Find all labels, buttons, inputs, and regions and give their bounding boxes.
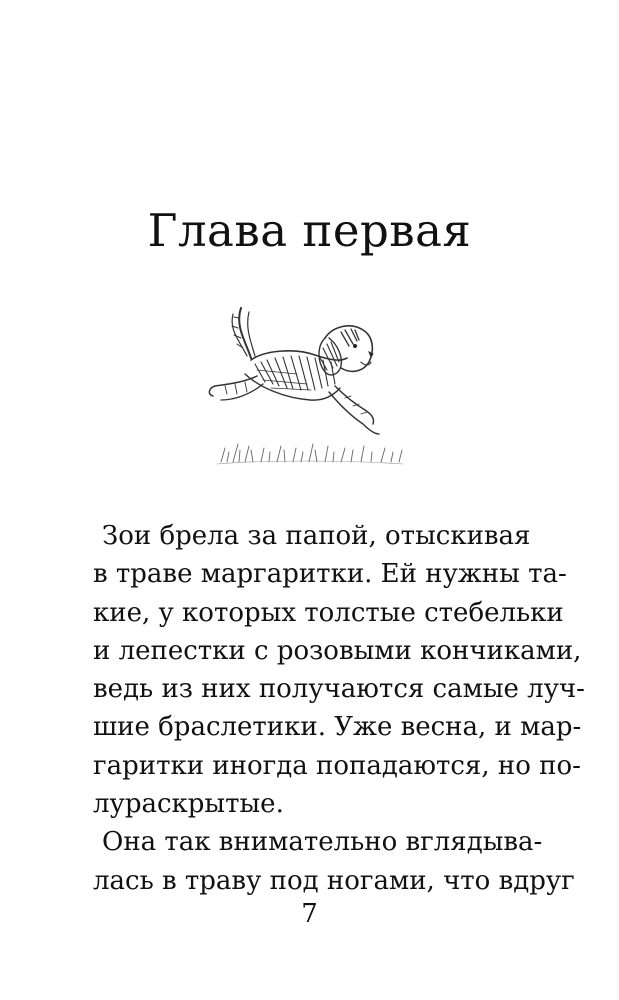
text-line: Она так внимательно вглядыва-	[102, 827, 543, 858]
paragraph-1	[93, 517, 585, 823]
text-line: в траве маргаритки. Ей нужны та-	[93, 559, 567, 590]
puppy-illustration	[205, 300, 410, 472]
text-line: лась в траву под ногами, что вдруг	[93, 865, 575, 896]
chapter-title: Глава первая	[147, 204, 472, 257]
text-line: ведь из них получаются самые луч-	[93, 674, 585, 705]
text-line: кие, у которых толстые стебельки	[93, 597, 564, 628]
text-line: и лепестки с розовыми кончиками,	[93, 635, 582, 666]
text-line: гаритки иногда попадаются, но по-	[93, 750, 581, 781]
paragraph-2	[93, 823, 575, 900]
page-number: 7	[301, 899, 318, 929]
running-puppy-icon	[205, 300, 410, 472]
text-line: лураскрытые.	[93, 789, 284, 820]
text-line: Зои брела за папой, отыскивая	[102, 521, 531, 551]
body-text	[93, 517, 585, 900]
text-line: шие браслетики. Уже весна, и мар-	[93, 712, 582, 743]
